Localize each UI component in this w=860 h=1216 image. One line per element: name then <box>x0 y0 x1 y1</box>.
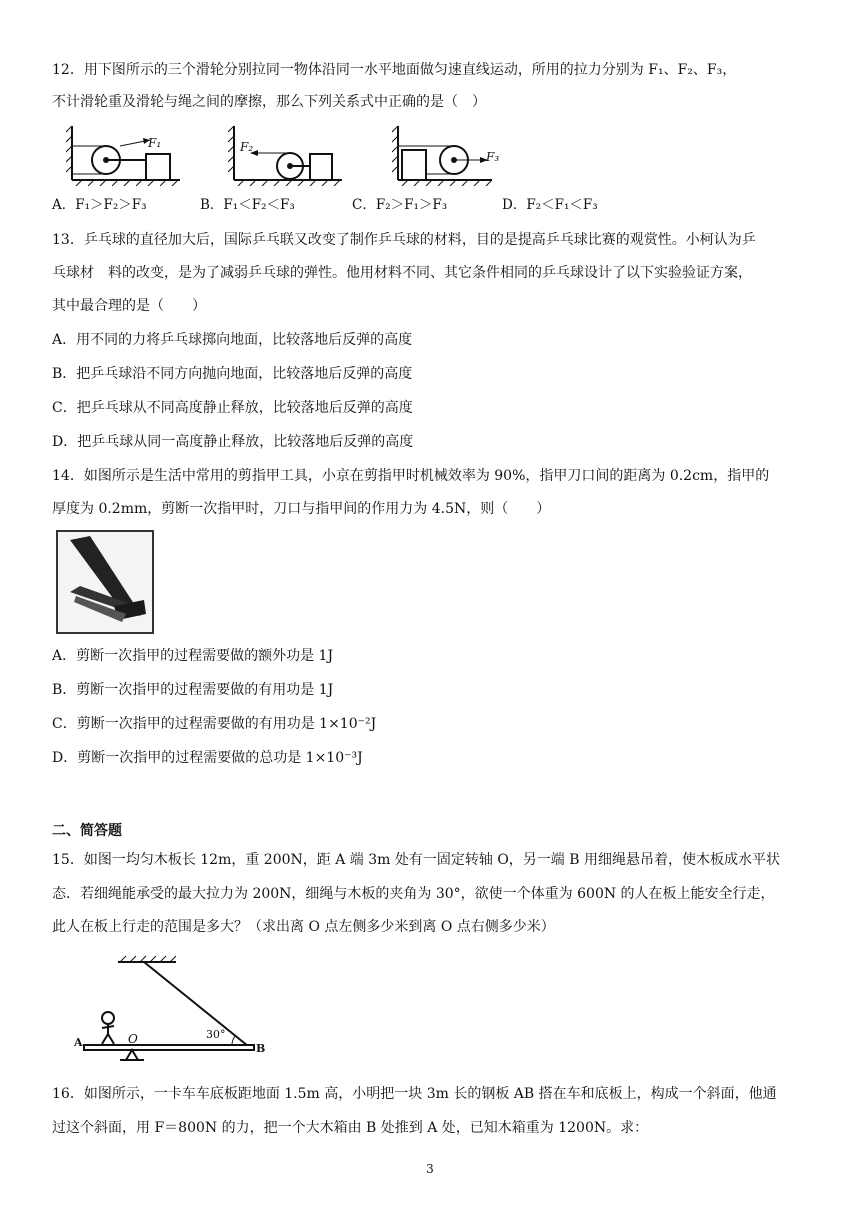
q12-option-b: B．F₁＜F₂＜F₃ <box>200 197 295 213</box>
q14-option-a: A．剪断一次指甲的过程需要做的额外功是 1J <box>52 648 334 664</box>
point-b-label: B <box>256 1042 266 1055</box>
q14-option-c: C．剪断一次指甲的过程需要做的有用功是 1×10⁻²J <box>52 716 377 732</box>
f1-label: F₁ <box>148 136 162 150</box>
q13-line-1: 13．乒乓球的直径加大后，国际乒乓联又改变了制作乒乓球的材料，目的是提高乒乓球比赛的观赏性。小柯认为乒 <box>52 232 756 248</box>
q12-line-2: 不计滑轮重及滑轮与绳之间的摩擦，那么下列关系式中正确的是（ ） <box>52 94 486 110</box>
q12-option-d: D．F₂＜F₁＜F₃ <box>502 197 598 213</box>
q14-line-1: 14．如图所示是生活中常用的剪指甲工具，小京在剪指甲时机械效率为 90%，指甲刀口间的距离为 0.2cm，指甲的 <box>52 468 770 484</box>
q14-line-2: 厚度为 0.2mm，剪断一次指甲时，刀口与指甲间的作用力为 4.5N，则（ ） <box>52 501 551 517</box>
q13-option-b: B．把乒乓球沿不同方向抛向地面，比较落地后反弹的高度 <box>52 366 413 382</box>
angle-label: 30° <box>206 1028 226 1041</box>
q13-line-3: 其中最合理的是（ ） <box>52 298 206 314</box>
q13-option-c: C．把乒乓球从不同高度静止释放，比较落地后反弹的高度 <box>52 400 413 416</box>
section-heading: 二、简答题 <box>52 823 122 839</box>
pulley-figure-1 <box>66 124 184 186</box>
q15-line-1: 15．如图一均匀木板长 12m，重 200N，距 A 端 3m 处有一固定转轴 O，另一端 B 用细绳悬吊着，使木板成水平状 <box>52 852 780 868</box>
q12-line-1: 12．用下图所示的三个滑轮分别拉同一物体沿同一水平地面做匀速直线运动，所用的拉力分别为 F₁、F₂、F₃， <box>52 62 737 78</box>
q15-line-3: 此人在板上行走的范围是多大？（求出离 O 点左侧多少米到离 O 点右侧多少米） <box>52 919 555 935</box>
q12-option-a: A．F₁＞F₂＞F₃ <box>52 197 147 213</box>
q13-option-d: D．把乒乓球从同一高度静止释放，比较落地后反弹的高度 <box>52 434 414 450</box>
page-number: 3 <box>426 1162 434 1176</box>
q16-line-2: 过这个斜面，用 F＝800N 的力，把一个大木箱由 B 处推到 A 处，已知木箱重为 1200N。求： <box>52 1120 649 1136</box>
q14-option-b: B．剪断一次指甲的过程需要做的有用功是 1J <box>52 682 334 698</box>
f2-label: F₂ <box>240 140 254 154</box>
q12-option-c: C．F₂＞F₁＞F₃ <box>352 197 448 213</box>
q16-line-1: 16．如图所示，一卡车车底板距地面 1.5m 高，小明把一块 3m 长的钢板 AB 搭在车和底板上，构成一个斜面，他通 <box>52 1086 777 1102</box>
f3-label: F₃ <box>486 150 500 164</box>
point-o-label: O <box>128 1032 138 1046</box>
q14-option-d: D．剪断一次指甲的过程需要做的总功是 1×10⁻³J <box>52 750 363 766</box>
lever-board-figure <box>72 954 272 1066</box>
nail-clipper-image <box>56 530 154 634</box>
point-a-label: A <box>74 1036 83 1049</box>
q15-line-2: 态．若细绳能承受的最大拉力为 200N，细绳与木板的夹角为 30°，欲使一个体重为 600N 的人在板上能安全行走， <box>52 886 775 902</box>
q13-line-2: 乓球材 料的改变，是为了减弱乒乓球的弹性。他用材料不同、其它条件相同的乒乓球设计了以下实验验证方案， <box>52 265 752 281</box>
q13-option-a: A．用不同的力将乒乓球掷向地面，比较落地后反弹的高度 <box>52 332 413 348</box>
